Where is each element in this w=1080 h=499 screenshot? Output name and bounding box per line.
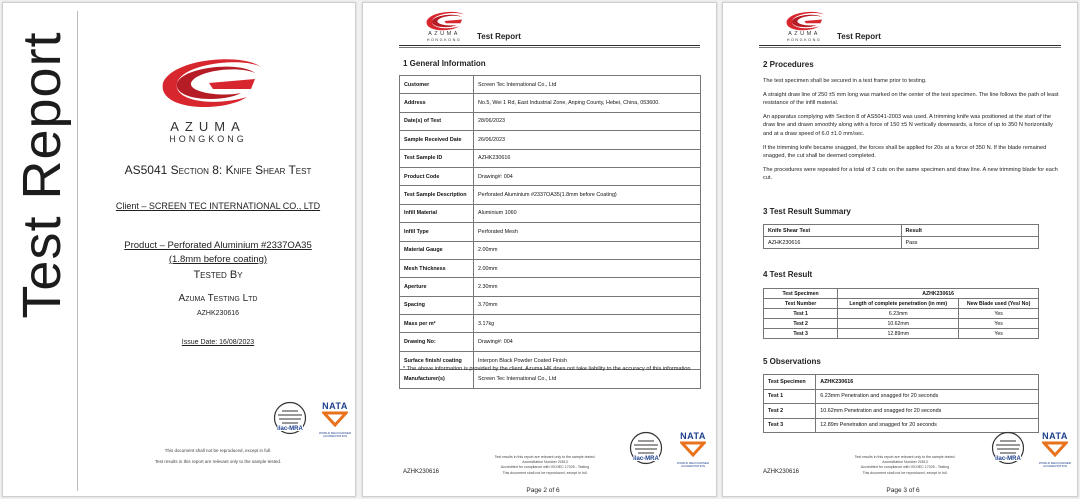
section-result-summary: 3 Test Result Summary [763,207,851,216]
table-row [764,309,1039,319]
header-brand-sub: HONGKONG [426,38,462,42]
cover-client: Client – SCREEN TEC INTERNATIONAL CO., LTD [115,201,321,211]
section-general-information: 1 General Information [403,59,486,68]
observation-cell: Test 2 [764,404,816,419]
svg-text:ilac-MRA: ilac-MRA [277,426,303,432]
cover-footnote-2: Test results in this report are relevant only to the sample tested. [154,459,282,464]
field-value: Screen Tec International Co., Ltd [474,76,701,94]
observation-cell: 12.89m Penetration and snagged for 20 seconds [816,418,1039,433]
cover-product-line1: Product – Perforated Aluminium #2337OA35 [124,240,312,251]
result-cell: Yes [959,329,1039,339]
section-procedures: 2 Procedures [763,60,814,69]
field-value: 3.17kg [474,315,701,333]
cover-product [83,239,353,267]
table-row [400,149,701,167]
result-cell: Yes [959,309,1039,319]
observations-table [763,374,1039,433]
test-result-table [763,288,1039,339]
page-3 [722,2,1078,497]
footer-accreditation: Test results in this report are relevant only to the sample tested. Accreditation Number 20513 Accredited for compliance with ISO/IEC 17025 - Testing This document shall not be reproduced, except in full. [494,455,596,475]
header-rule [399,45,700,46]
observation-cell: Test 3 [764,418,816,433]
result-cell: Test 3 [764,329,838,339]
procedure-paragraph: The procedures were repeated for a total of 3 cuts on the same specimen and draw line. A new trimming blade for each cut. [763,166,1058,181]
table-row [400,315,701,333]
table-row [400,131,701,149]
result-cell: Test 1 [764,309,838,319]
footer-report-id: AZHK230616 [403,469,440,475]
field-value: 28/06/2023 [474,112,701,130]
table-row [400,204,701,222]
field-label: Sample Received Date [400,131,474,149]
header-title: Test Report [837,32,881,41]
field-value: Aluminium 1060 [474,204,701,222]
field-value: AZHK230616 [474,149,701,167]
header-rule-thin [759,47,1061,48]
result-summary-table [763,224,1039,249]
table-row: Test Specimen AZHK230616 [764,289,1039,299]
cover-brand-sub: HONGKONG [169,134,247,144]
table-row [400,296,701,314]
header-rule [759,45,1061,46]
field-label: Customer [400,76,474,94]
table-row [400,112,701,130]
ilac-mra-icon [991,431,1025,465]
nata-triangle-icon [680,441,706,457]
field-value: 2.00mm [474,241,701,259]
table-row [764,389,1039,404]
cover-tested-by: Tested By [193,269,243,281]
observation-cell: Test 1 [764,389,816,404]
field-label: Product Code [400,167,474,185]
page-number: Page 3 of 6 [886,487,920,494]
procedure-paragraph: If the trimming knife became snagged, the forces shall be applied for 20s at a force of 350 N. If the blade remained snagged, the cut shall be deemed completed. [763,144,1047,159]
field-label: Surface finish/ coating [400,351,474,369]
result-cell: 6.23mm [838,309,959,319]
field-label: Date(s) of Test [400,112,474,130]
field-value: Drawing#: 004 [474,167,701,185]
table-row: AZHK230616 Pass [764,237,1039,249]
footer-accreditation: Test results in this report are relevant only to the sample tested. Accreditation Number 20513 Accredited for compliance with ISO/IEC 17025 - Testing This document shall not be reproduced, except in full. [854,455,956,475]
azuma-logo-icon [143,53,273,113]
header-brand: AZUMA [788,31,820,37]
field-value: Interpon Black Powder Coated Finish [474,351,701,369]
procedure-paragraph: An apparatus complying with Section 8 of AS5041-2003 was used. A trimming knife was positioned at the start of the draw line and drawn smoothly along with a force of 150 ±5 N vertically downwards, a force of up to 350 N horizontally and at a draw speed of 6.0 ±1.0 mm/sec. [763,114,1053,137]
cover-footnote-1: This document shall not be reproduced, except in full. [164,448,272,453]
azuma-logo-icon [779,9,829,33]
client-note: * The above information is provided by the client. Azuma HK does not take liability to the accuracy of this information [403,366,691,372]
nata-triangle-icon [322,411,348,427]
nata-triangle-icon [1042,441,1068,457]
table-row [400,278,701,296]
procedures-text [763,77,1059,188]
section-observations: 5 Observations [763,357,821,366]
field-label: Infill Type [400,223,474,241]
field-value: 26/06/2023 [474,131,701,149]
ilac-mra-icon [273,401,307,435]
field-label: Address [400,94,474,112]
result-cell: 12.89mm [838,329,959,339]
header-title: Test Report [477,32,521,41]
cover-divider [77,11,78,491]
nata-badge: NATA WORLD RECOGNISED ACCREDITATION [1038,431,1072,469]
field-label: Aperture [400,278,474,296]
field-label: Spacing [400,296,474,314]
table-row [400,76,701,94]
vertical-title: Test Report [12,31,72,319]
field-value: No.5, Wei 1 Rd, East Industrial Zone, Anping County, Hebei, China, 053600. [474,94,701,112]
result-cell: Test 2 [764,319,838,329]
cover-main-title: AS5041 Section 8: Knife Shear Test [124,163,312,177]
cover-issue-date: Issue Date: 16/08/2023 [181,339,255,346]
general-info-table [399,75,701,389]
nata-badge: NATA WORLD RECOGNISED ACCREDITATION [318,401,352,439]
field-value: 2.30mm [474,278,701,296]
field-label: Mass per m² [400,315,474,333]
cover-testing-company: Azuma Testing Ltd [178,293,258,304]
table-row [400,94,701,112]
svg-text:ilac-MRA: ilac-MRA [633,456,659,462]
field-label: Test Sample ID [400,149,474,167]
header-brand: AZUMA [428,31,460,37]
field-label: Material Gauge [400,241,474,259]
cover-brand: AZUMA [170,119,246,134]
table-row: Test Number Length of complete penetration (in mm) New Blade used (Yes/ No) [764,299,1039,309]
observation-cell: 6.23mm Penetration and snagged for 20 seconds [816,389,1039,404]
page-number: Page 2 of 6 [526,487,560,494]
table-row [400,186,701,204]
field-value: 2.00mm [474,259,701,277]
page-2 [362,2,717,497]
cover-page [2,2,356,497]
nata-badge: NATA WORLD RECOGNISED ACCREDITATION [676,431,710,469]
svg-text:ilac-MRA: ilac-MRA [995,456,1021,462]
azuma-logo-icon [419,9,469,33]
table-row [764,319,1039,329]
procedure-paragraph: The test specimen shall be secured in a test frame prior to testing. [763,78,927,84]
cover-report-id: AZHK230616 [196,310,240,317]
field-label: Test Sample Description [400,186,474,204]
field-value: 3.70mm [474,296,701,314]
footer-report-id: AZHK230616 [763,469,800,475]
cover-product-line2: (1.8mm before coating) [168,253,268,265]
field-value: Drawing#: 004 [474,333,701,351]
table-row: Test Specimen AZHK230616 [764,375,1039,390]
table-row [400,223,701,241]
field-label: Manufacturer(s) [400,370,474,388]
field-value: Screen Tec International Co., Ltd [474,370,701,388]
field-value: Perforated Mesh [474,223,701,241]
header-rule-thin [399,47,700,48]
field-value: Perforated Aluminium #2337OA35(1.8mm before Coating) [474,186,701,204]
table-row [400,333,701,351]
table-row [400,241,701,259]
observation-cell: 10.62mm Penetration and snagged for 20 seconds [816,404,1039,419]
field-label: Mesh Thickness [400,259,474,277]
table-row [400,167,701,185]
table-row [400,259,701,277]
table-row: Knife Shear Test Result [764,225,1039,237]
header-brand-sub: HONGKONG [786,38,822,42]
table-row [764,404,1039,419]
table-row [764,329,1039,339]
section-test-result: 4 Test Result [763,270,813,279]
procedure-paragraph: A straight draw line of 250 ±5 mm long was marked on the center of the test specimen. The line follows the path of least resistance of the infill material. [763,92,1059,107]
result-cell: Yes [959,319,1039,329]
field-label: Drawing No: [400,333,474,351]
field-label: Infill Material [400,204,474,222]
result-cell: 10.62mm [838,319,959,329]
